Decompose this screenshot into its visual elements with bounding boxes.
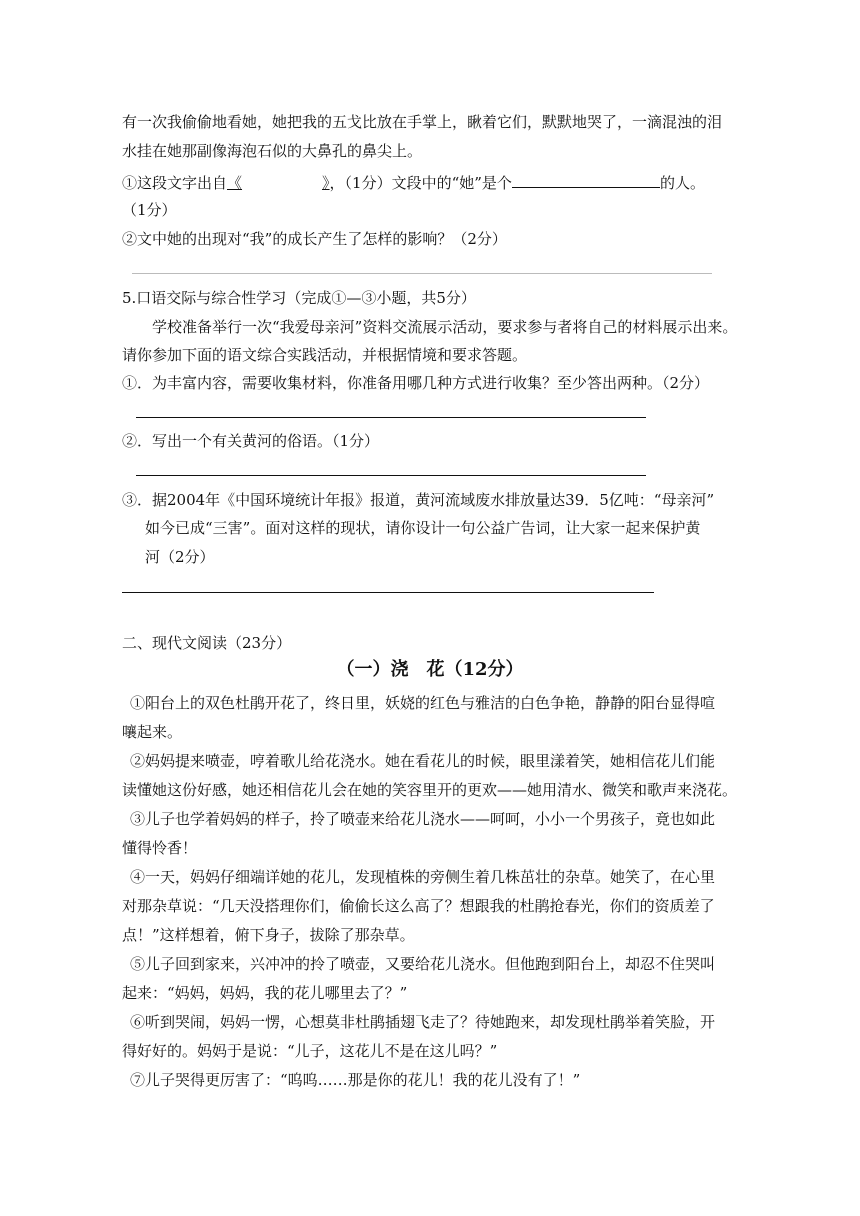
question-5-3: ③．据2004年《中国环境统计年报》报道，黄河流域废水排放量达39．5亿吨：“母亲河” (122, 491, 715, 509)
story-paragraph: ④一天，妈妈仔细端详她的花儿，发现植株的旁侧生着几株茁壮的杂草。她笑了，在心里 (130, 868, 716, 886)
question-text: ①这段文字出自 (122, 174, 228, 192)
story-paragraph: 懂得怜香！ (122, 839, 198, 857)
story-paragraph: 点！”这样想着，俯下身子，拔除了那杂草。 (122, 926, 415, 944)
story-title: （一）浇 花（12分） (336, 659, 524, 680)
answer-line[interactable] (136, 475, 646, 476)
story-paragraph: 起来：“妈妈，妈妈，我的花儿哪里去了？” (122, 984, 408, 1002)
question-5-intro: 学校准备举行一次“我爱母亲河”资料交流展示活动，要求参与者将自己的材料展示出来。 (152, 318, 738, 336)
question-5-3: 河（2分） (145, 548, 215, 566)
question-5-heading: 5.口语交际与综合性学习（完成①—③小题，共5分） (122, 289, 476, 307)
answer-line[interactable] (136, 417, 646, 418)
question-4-1 (122, 172, 705, 193)
question-5-3: 如今已成“三害”。面对这样的现状，请你设计一句公益广告词，让大家一起来保护黄 (145, 519, 701, 537)
answer-blank[interactable] (512, 172, 660, 188)
book-bracket-close: 》 (322, 174, 330, 192)
question-text: ，（1分）文段中的“她”是个 (329, 174, 512, 192)
story-paragraph: 嚷起来。 (122, 723, 183, 741)
question-4-2: ②文中她的出现对“我”的成长产生了怎样的影响？（2分） (122, 230, 507, 248)
story-paragraph: 读懂她这份好感，她还相信花儿会在她的笑容里开的更欢——她用清水、微笑和歌声来浇花。 (122, 781, 738, 799)
question-text: 的人。 (659, 174, 705, 192)
story-paragraph: ①阳台上的双色杜鹃开花了，终日里，妖娆的红色与雅洁的白色争艳，静静的阳台显得喧 (130, 694, 716, 712)
story-paragraph: ⑦儿子哭得更厉害了：“呜呜……那是你的花儿！我的花儿没有了！” (130, 1071, 581, 1089)
story-paragraph: 得好好的。妈妈于是说：“儿子，这花儿不是在这儿吗？” (122, 1042, 498, 1060)
passage-line: 有一次我偷偷地看她，她把我的五戈比放在手掌上，瞅着它们，默默地哭了，一滴混浊的泪 (122, 113, 723, 131)
story-paragraph: ⑤儿子回到家来，兴冲冲的拎了喷壶，又要给花儿浇水。但他跑到阳台上，却忍不住哭叫 (130, 955, 716, 973)
section-heading: 二、现代文阅读（23分） (122, 634, 292, 652)
story-paragraph: ③儿子也学着妈妈的样子，拎了喷壶来给花儿浇水——呵呵，小小一个男孩子，竟也如此 (130, 810, 716, 828)
story-paragraph: ②妈妈提来喷壶，哼着歌儿给花浇水。她在看花儿的时候，眼里漾着笑，她相信花儿们能 (130, 752, 716, 770)
question-5-intro: 请你参加下面的语文综合实践活动，并根据情境和要求答题。 (122, 346, 528, 364)
answer-line[interactable] (122, 592, 654, 593)
book-title-blank[interactable] (227, 174, 330, 192)
story-paragraph: ⑥听到哭闹，妈妈一愣，心想莫非杜鹃插翅飞走了？待她跑来，却发现杜鹃举着笑脸，开 (130, 1013, 716, 1031)
book-bracket-open: 《 (227, 174, 243, 192)
passage-line: 水挂在她那副像海泡石似的大鼻孔的鼻尖上。 (122, 142, 423, 160)
question-5-1: ①．为丰富内容，需要收集材料，你准备用哪几种方式进行收集？至少答出两种。（2分） (122, 374, 710, 392)
story-paragraph: 对那杂草说：“几天没搭理你们，偷偷长这么高了？想跟我的杜鹃抢春光，你们的资质差了 (122, 897, 715, 915)
score-note: （1分） (122, 201, 177, 219)
question-5-2: ②．写出一个有关黄河的俗语。（1分） (122, 432, 380, 450)
answer-line[interactable] (132, 273, 712, 274)
